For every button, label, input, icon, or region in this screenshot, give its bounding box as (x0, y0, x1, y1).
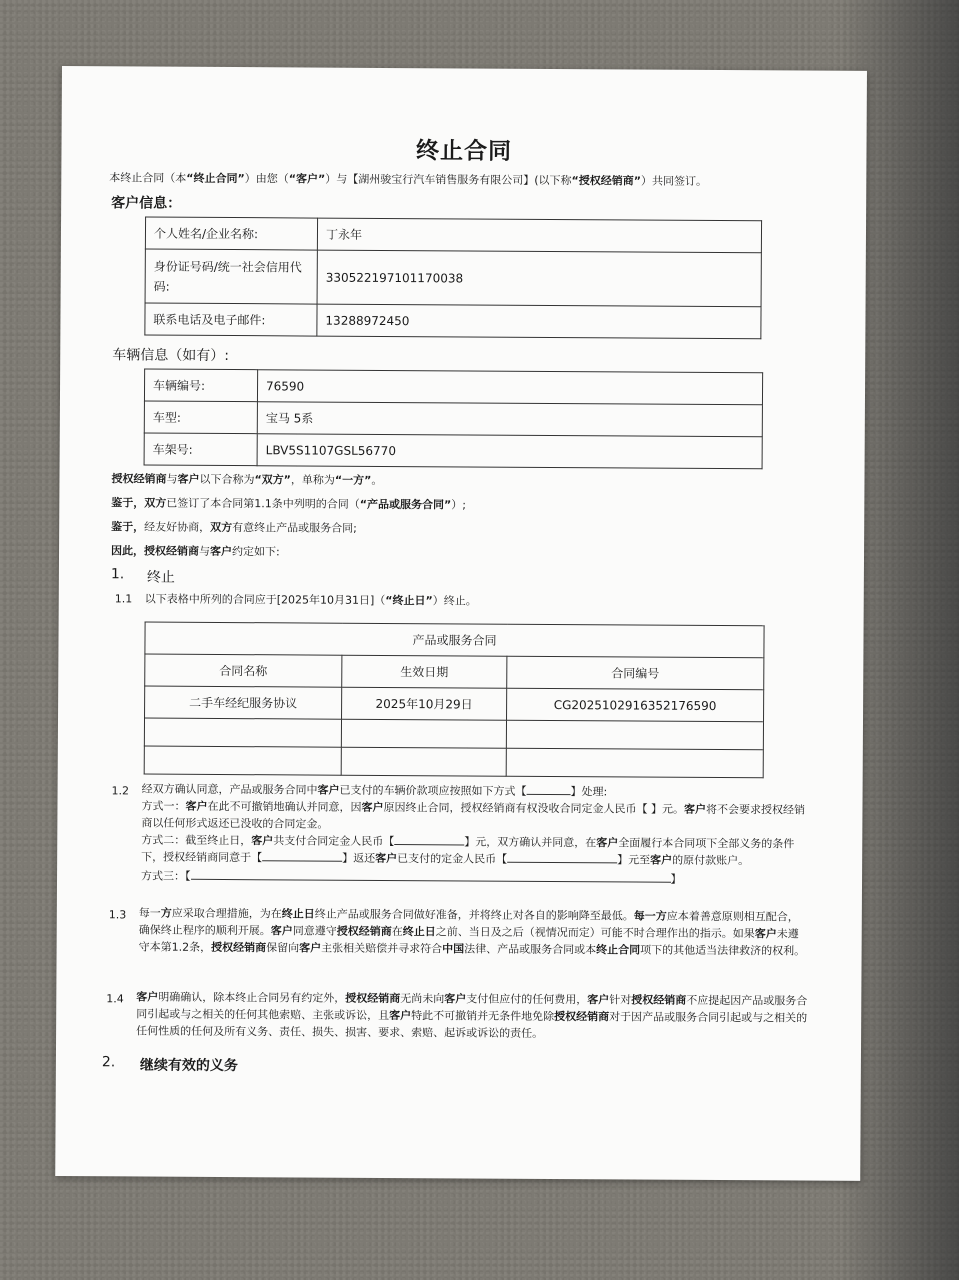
customer-id-value: 330522197101170038 (317, 250, 761, 307)
contract-name-cell: 二手车经纪服务协议 (145, 686, 342, 719)
clause-text: 经双方确认同意，产品或服务合同中 (141, 782, 318, 797)
clause-text: 客户 (270, 924, 293, 938)
recital-text: 客户 (177, 472, 200, 486)
intro-paragraph (109, 170, 829, 190)
clause-text: 特此不可撤销并无条件地免除 (411, 1009, 555, 1024)
vehicle-model-value: 宝马 5系 (257, 402, 762, 437)
customer-contact-value: 13288972450 (317, 304, 761, 339)
intro-text: 本终止合同（本 (109, 171, 187, 185)
customer-info-heading: 客户信息： (111, 195, 182, 212)
empty-cell (144, 718, 341, 747)
clause-2-title: 继续有效的义务 (139, 1057, 238, 1075)
clause-1-3-text (139, 904, 807, 959)
vehicle-model-label: 车型: (144, 401, 257, 434)
intro-text: ）共同签订。 (640, 174, 708, 188)
intro-text: ）与【湖州骏宝行汽车销售服务有限公司】(以下称 (325, 172, 572, 188)
clause-text: 保留向 (266, 941, 300, 955)
clause-text: 授权经销商 (554, 1010, 610, 1024)
empty-cell (144, 746, 341, 775)
empty-cell (341, 719, 506, 748)
recital-text: 与 (198, 544, 211, 558)
clause-text: 终止日 (402, 925, 436, 939)
clause-text: 客户 (185, 799, 208, 813)
table-row (144, 433, 762, 469)
recital-text: “一方” (334, 473, 372, 487)
recital-text: 授权经销商 (143, 544, 200, 558)
customer-id-label: 身份证号码/统一社会信用代码: (145, 249, 317, 304)
table-row (145, 622, 764, 658)
clause-text: 授权经销商 (336, 924, 392, 939)
clause-text: 法律、产品或服务合同或本 (464, 942, 597, 957)
table-row (145, 217, 761, 253)
clause-text: 方式二：截至终止日， (141, 833, 252, 848)
table-row (145, 303, 761, 339)
clause-text: 将不会要求授权经销商以任何形式返还已没收的合同定金。 (141, 802, 806, 831)
recital-text: 。 (371, 473, 383, 487)
clause-text: 方式一： (141, 799, 186, 813)
clause-text: 客户 (596, 836, 619, 850)
recital-text: 鉴于， (111, 496, 145, 510)
clause-2-number: 2. (101, 1054, 116, 1071)
clause-text: 无尚未向 (400, 992, 445, 1006)
clause-text: 客户 (587, 993, 610, 1007)
clause-1-title: 终止 (146, 569, 175, 586)
clause-1-2-text (141, 780, 806, 888)
intro-term-dealer: “授权经销商” (571, 174, 642, 188)
recital-parties (111, 470, 811, 491)
clause-text: 的原付款账户。 (672, 853, 750, 868)
contract-table-caption: 产品或服务合同 (145, 622, 764, 658)
empty-cell (341, 747, 506, 776)
clause-text: 同意遵守 (292, 924, 337, 938)
clause-text: 方 (160, 906, 172, 920)
clause-1-1-number: 1.1 (114, 592, 133, 606)
recital-text: “双方” (254, 473, 291, 487)
clause-text: 不应提起因产品或服务合同引起或与之相关的任何其他索赔、主张或诉讼，且 (136, 993, 808, 1023)
contract-table-header: 生效日期 (342, 655, 507, 688)
clause-text: 支付但应付的任何费用， (466, 992, 588, 1007)
table-row (144, 369, 762, 405)
empty-cell (506, 720, 763, 750)
vehicle-info-heading: 车辆信息（如有）: (112, 347, 229, 365)
clause-text: 之前、当日及之后（视情况而定）可能不时合理作出的指示。如果 (435, 925, 755, 941)
clause-text: 客户 (361, 800, 384, 814)
clause-text: 授权经销商 (211, 940, 267, 955)
clause-text: 】元，双方确认并同意，在 (464, 835, 597, 850)
clause-text: 客户 (251, 834, 274, 848)
recital-therefore (111, 542, 811, 563)
document-title: 终止合同 (415, 138, 513, 165)
clause-text: 方式三：【 (141, 869, 191, 883)
contract-table-header: 合同编号 (507, 656, 764, 690)
clause-text: 共支付合同定金人民币【 (273, 834, 395, 849)
blank-line (394, 833, 464, 845)
clause-text: 终止产品或服务合同做好准备，并将终止对各自的影响降至最低。 (314, 907, 634, 923)
document-page (55, 66, 867, 1181)
clause-text: 客户 (683, 802, 707, 816)
clause-text: 已支付的定金人民币【 (397, 852, 508, 866)
clause-text: “终止日” (385, 593, 433, 608)
clause-text: 终止合同 (596, 943, 641, 957)
clause-text: 客户 (444, 992, 467, 1006)
clause-text: 客户 (136, 990, 159, 1004)
clause-1-4-number: 1.4 (106, 992, 124, 1006)
clause-text: 客户 (317, 783, 340, 797)
clause-text: 以下表格中所列的合同应于[2025年10月31日]（ (144, 592, 386, 607)
intro-term-customer: “客户” (288, 172, 326, 186)
clause-text: 原因终止合同，授权经销商有权没收合同定金人民币【 】元。 (383, 800, 685, 816)
customer-info-table (144, 217, 762, 340)
table-row (145, 249, 761, 307)
recital-whereas-2 (111, 518, 811, 539)
clause-text: 应采取合理措施，为在 (171, 906, 282, 921)
intro-term-termination: “终止合同” (186, 171, 245, 186)
recital-whereas-1 (111, 494, 811, 515)
recital-text: 客户 (209, 544, 233, 559)
clause-text: 客户 (389, 1009, 412, 1023)
clause-text: 】元至 (617, 853, 651, 867)
clause-text: 针对 (609, 993, 632, 1007)
clause-text: 客户 (375, 851, 398, 866)
clause-1-2-number: 1.2 (111, 784, 130, 798)
recital-text: 有意终止产品或服务合同; (232, 521, 357, 535)
clause-1-3-number: 1.3 (108, 908, 127, 922)
clause-text: 】处理: (570, 785, 608, 799)
clause-text: 在此不可撤销地确认并同意，因 (207, 799, 362, 814)
recital-text: ）; (451, 498, 467, 512)
blank-line (507, 851, 617, 864)
contract-table-header: 合同名称 (145, 654, 342, 687)
blank-line (191, 868, 671, 883)
clause-text: 项下的其他适当法律救济的权利。 (640, 943, 806, 958)
contract-date-cell: 2025年10月29日 (342, 687, 507, 720)
table-row (144, 746, 763, 778)
clause-text: 未遵守本第1.2条， (138, 927, 799, 954)
empty-cell (506, 748, 763, 778)
table-row (144, 401, 762, 437)
clause-text: 已支付的车辆价款项应按照如下方式【 (339, 783, 527, 798)
vehicle-vin-value: LBV5S1107GSL56770 (257, 434, 762, 469)
clause-text: 应本着善意原则相互配合，确保终止程序的顺利开展。 (138, 909, 799, 938)
method-three (141, 867, 805, 888)
customer-contact-label: 联系电话及电子邮件: (145, 303, 317, 336)
clause-text: 客户 (754, 927, 777, 941)
blank-line (262, 849, 342, 861)
method-two (141, 831, 805, 869)
clause-1-number: 1. (110, 566, 125, 583)
vehicle-number-value: 76590 (257, 370, 762, 405)
recital-text: 双方 (144, 496, 167, 510)
clause-text: 明确确认，除本终止合同另有约定外， (158, 990, 346, 1005)
contract-table (144, 622, 765, 779)
recital-text: “产品或服务合同” (359, 497, 452, 512)
clause-text: 授权经销商 (345, 991, 401, 1006)
clause-text: 每一 (138, 906, 161, 920)
recital-text: 授权经销商 (111, 472, 167, 486)
clause-text: 授权经销商 (631, 993, 687, 1007)
recital-text: 以下合称为 (199, 472, 255, 487)
customer-name-label: 个人姓名/企业名称: (145, 217, 317, 250)
recital-text: 约定如下: (231, 545, 280, 559)
clause-text: 在 (391, 925, 403, 939)
blank-line (527, 783, 571, 795)
clause-text: 主张相关赔偿并寻求符合 (321, 941, 443, 956)
recital-text: 经友好协商， (144, 520, 211, 534)
contract-number-cell: CG2025102916352176590 (507, 688, 764, 722)
clause-text: 终止日 (281, 907, 315, 921)
customer-name-value: 丁永年 (317, 218, 761, 253)
clause-text: 每一方 (633, 909, 667, 923)
method-one (141, 797, 805, 835)
table-row (144, 718, 763, 750)
recital-text: 双方 (210, 520, 233, 535)
clause-text: 中国 (442, 942, 465, 956)
intro-text: ）由您（ (244, 172, 289, 186)
clause-text: 】 (670, 872, 682, 886)
table-row (145, 686, 764, 722)
recital-text: 因此， (110, 544, 145, 558)
clause-text: 客户 (299, 941, 322, 955)
clause-1-1-text (145, 591, 825, 612)
vehicle-number-label: 车辆编号: (144, 369, 257, 402)
clause-text: 】返还 (342, 851, 376, 865)
recital-text: 与 (166, 472, 178, 486)
vehicle-info-table (144, 369, 764, 470)
table-row (145, 654, 764, 690)
recital-text: 已签订了本合同第1.1条中列明的合同（ (166, 496, 360, 511)
clause-text: 对于因产品或服务合同引起或与之相关的任何性质的任何及所有义务、责任、损失、损害、要求、索赔、起诉或诉讼的责任。 (136, 1010, 808, 1040)
vehicle-vin-label: 车架号: (144, 433, 257, 466)
clause-1-4-text (136, 988, 808, 1043)
recital-text: 鉴于， (111, 520, 145, 534)
clause-text: 客户 (650, 853, 673, 867)
clause-text: ）终止。 (432, 594, 477, 608)
recital-text: ，单称为 (290, 473, 335, 487)
clause-text: 全面履行本合同项下全部义务的条件下，授权经销商同意于【 (141, 836, 795, 865)
